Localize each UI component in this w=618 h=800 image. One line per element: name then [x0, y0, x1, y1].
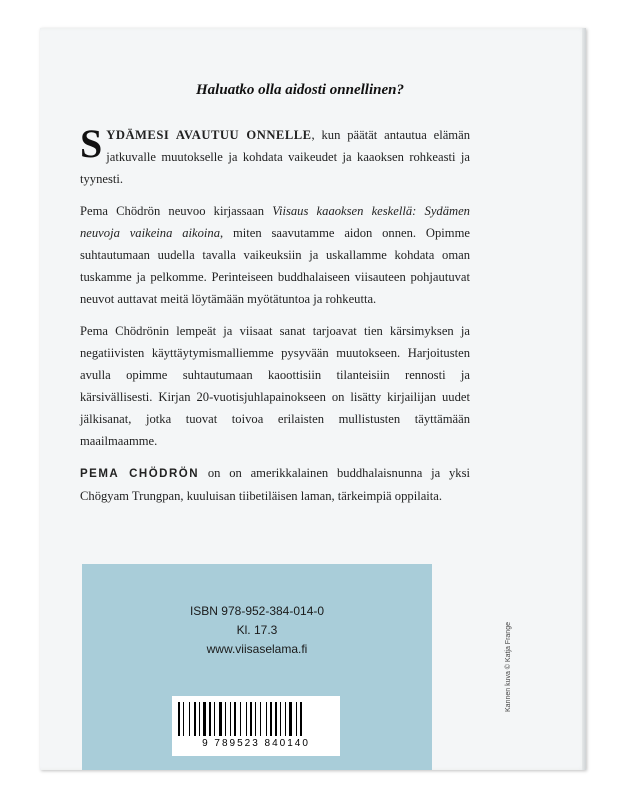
barcode-stripe	[303, 702, 304, 736]
barcode-stripe	[273, 702, 274, 736]
barcode-stripe	[199, 702, 200, 736]
words-text: Pema Chödrönin lempeät ja viisaat sanat tarjoavat tien kärsimyksen ja negatiivisten käyttäytymismalliemme pysyvään muutokseen. Harjoitusten avulla opimme suhtautumaan kaoottisiin tilanteisiin rennosti ja kärsivällisesti. Kirjan 20-vuotisjuhlapainokseen on lisätty kirjailijan uudet jälkisanat, jotka tuovat toivoa erilaisten mullistusten täyttämään maailmaamme.	[80, 324, 470, 448]
barcode-stripe	[185, 702, 188, 736]
barcode-stripe	[298, 702, 299, 736]
barcode-stripe	[197, 702, 198, 736]
barcode-stripe	[275, 702, 277, 736]
barcode-number: 9 789523 840140	[202, 738, 310, 749]
barcode-stripe	[201, 702, 202, 736]
author-bio: on on amerikkalainen buddhalaisnunna ja yksi Chögyam Trungpan, kuuluisan tiibetiläisen laman, tärkeimpiä oppilaita.	[80, 466, 470, 503]
book-title-italic: Viisaus kaaoksen keskellä: Sydämen neuvoja vaikeina aikoina	[80, 204, 470, 240]
barcode-bars	[178, 702, 334, 736]
barcode-stripe	[212, 702, 213, 736]
barcode-stripe	[232, 702, 233, 736]
barcode-stripe	[289, 702, 292, 736]
cover-edge	[582, 28, 586, 770]
barcode-stripe	[278, 702, 279, 736]
info-lines	[82, 602, 432, 659]
barcode-stripe	[203, 702, 206, 736]
barcode-stripe	[262, 702, 265, 736]
drop-cap: S	[80, 121, 103, 166]
barcode-stripe	[257, 702, 259, 736]
photo-credit: Kannen kuva © Katja Frange	[505, 622, 512, 712]
barcode-stripe	[293, 702, 295, 736]
headline: Haluatko olla aidosti onnellinen?	[196, 82, 404, 98]
book-paragraph	[80, 200, 470, 310]
intro-paragraph	[80, 121, 470, 190]
blurb-text	[80, 121, 470, 517]
barcode-stripe	[300, 702, 302, 736]
barcode-stripe	[250, 702, 252, 736]
barcode-stripe	[285, 702, 286, 736]
barcode-stripe	[270, 702, 272, 736]
barcode-stripe	[248, 702, 249, 736]
book-text-after: , miten saavutamme aidon onnen. Opimme suhtautumaan uudella tavalla vaikeuksiin ja uskallamme kohdata oman tuskamme ja pelkomme. Perinteiseen buddhalaiseen viisauteen pohjautuvat neuvot auttavat meitä löytämään myötätuntoa ja rohkeutta.	[80, 226, 470, 306]
barcode-stripe	[237, 702, 239, 736]
barcode-stripe	[223, 702, 224, 736]
barcode-stripe	[268, 702, 269, 736]
barcode-stripe	[240, 702, 241, 736]
barcode-stripe	[280, 702, 281, 736]
barcode-stripe	[246, 702, 247, 736]
barcode-stripe	[242, 702, 245, 736]
barcode-stripe	[183, 702, 184, 736]
barcode-stripe	[219, 702, 222, 736]
barcode-stripe	[260, 702, 261, 736]
class-text: Kl. 17.3	[236, 623, 278, 637]
barcode-stripe	[266, 702, 267, 736]
author-paragraph	[80, 462, 470, 507]
isbn-text: ISBN 978-952-384-014-0	[189, 604, 325, 618]
barcode-stripe	[178, 702, 180, 736]
barcode-stripe	[216, 702, 218, 736]
barcode-stripe	[194, 702, 196, 736]
website-text: www.viisaselama.fi	[206, 642, 308, 656]
barcode-stripe	[282, 702, 284, 736]
barcode-stripe	[230, 702, 231, 736]
intro-text: , kun päätät antautua elämän jatkuvalle muutokselle ja kohdata vaikeudet ja kaaoksen rohkeasti ja tyynesti.	[80, 128, 470, 186]
barcode-stripe	[207, 702, 208, 736]
barcode-stripe	[227, 702, 229, 736]
words-paragraph	[80, 320, 470, 452]
barcode-stripe	[181, 702, 182, 736]
barcode-stripe	[214, 702, 215, 736]
barcode	[172, 696, 340, 756]
barcode-stripe	[287, 702, 288, 736]
barcode-stripe	[209, 702, 211, 736]
barcode-stripe	[191, 702, 193, 736]
barcode-stripe	[255, 702, 256, 736]
barcode-stripe	[253, 702, 254, 736]
author-name: PEMA CHÖDRÖN	[80, 468, 200, 480]
book-text-before: Pema Chödrön neuvoo kirjassaan	[80, 204, 273, 218]
intro-lead: YDÄMESI AVAUTUU ONNELLE	[106, 128, 312, 142]
barcode-stripe	[225, 702, 226, 736]
barcode-stripe	[296, 702, 297, 736]
barcode-stripe	[189, 702, 190, 736]
barcode-stripe	[234, 702, 236, 736]
